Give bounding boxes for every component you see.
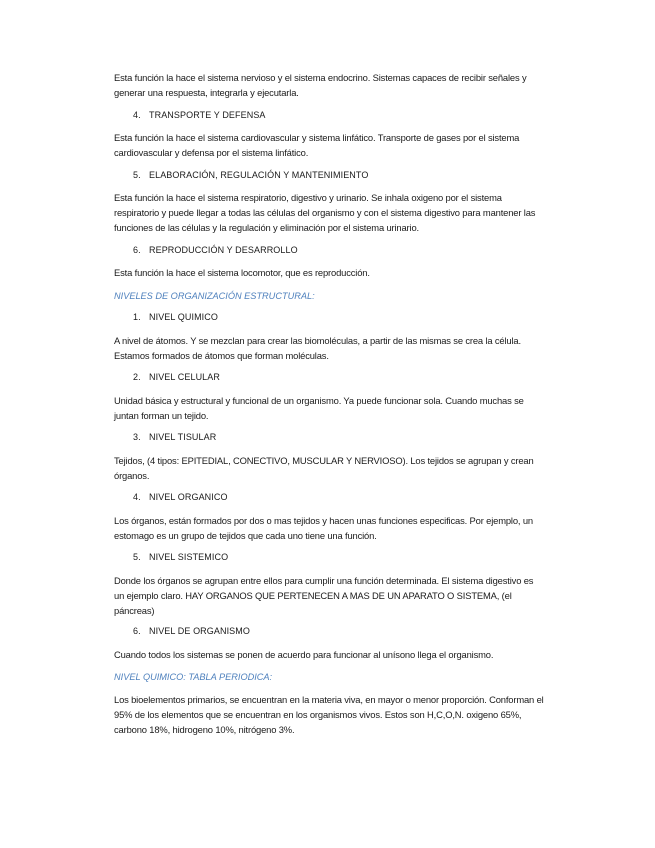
paragraph-locomotor: Esta función la hace el sistema locomotor, que es reproducción. — [114, 267, 370, 278]
list-number: 2. — [133, 372, 141, 382]
list-title: NIVEL DE ORGANISMO — [149, 626, 250, 636]
list-title: NIVEL TISULAR — [149, 432, 217, 442]
paragraph-sistemico: Donde los órganos se agrupan entre ellos para cumplir una función determinada. El sistema digestivo es un ejemplo claro. HAY ORGANOS QUE PERTENECEN A MAS DE UN APARATO O SISTEMA, (el páncreas) — [114, 575, 534, 616]
list-number: 4. — [133, 492, 141, 502]
list-number: 6. — [133, 245, 141, 255]
paragraph-atomos: A nivel de átomos. Y se mezclan para crear las biomoléculas, a partir de las mismas se crea la célula. Estamos formados de átomos que forman moléculas. — [114, 335, 521, 361]
list-title: REPRODUCCIÓN Y DESARROLLO — [149, 245, 298, 255]
section-heading-niveles: NIVELES DE ORGANIZACIÓN ESTRUCTURAL: — [114, 291, 315, 301]
paragraph-tejidos: Tejidos, (4 tipos: EPITEDIAL, CONECTIVO, MUSCULAR Y NERVIOSO). Los tejidos se agrupan y crean órganos. — [114, 455, 534, 481]
list-number: 5. — [133, 552, 141, 562]
list-number: 3. — [133, 432, 141, 442]
list-title: NIVEL QUIMICO — [149, 312, 218, 322]
paragraph-organismo: Cuando todos los sistemas se ponen de acuerdo para funcionar al unísono llega el organismo. — [114, 649, 494, 660]
list-number: 5. — [133, 170, 141, 180]
paragraph-organos: Los órganos, están formados por dos o mas tejidos y hacen unas funciones especificas. Por ejemplo, un estomago es un grupo de tejidos que cada uno tiene una función. — [114, 515, 533, 541]
paragraph-bioelementos: Los bioelementos primarios, se encuentran en la materia viva, en mayor o menor proporción. Conforman el 95% de los elementos que se encuentran en los organismos vivos. Estos son H,C,O,N. oxigeno 65%, carbono 18%, hidrogeno 10%, nitrógeno 3%. — [114, 694, 544, 735]
list-number: 4. — [133, 110, 141, 120]
paragraph-nervous-endocrine: Esta función la hace el sistema nervioso y el sistema endocrino. Sistemas capaces de recibir señales y generar una respuesta, integrarla y ejecutarla. — [114, 72, 527, 98]
paragraph-cardiovascular: Esta función la hace el sistema cardiovascular y sistema linfático. Transporte de gases por el sistema cardiovascular y defensa por el sistema linfático. — [114, 132, 520, 158]
list-number: 1. — [133, 312, 141, 322]
list-number: 6. — [133, 626, 141, 636]
list-title: NIVEL ORGANICO — [149, 492, 228, 502]
list-title: TRANSPORTE Y DEFENSA — [149, 110, 266, 120]
list-title: NIVEL SISTEMICO — [149, 552, 229, 562]
list-title: NIVEL CELULAR — [149, 372, 220, 382]
paragraph-celular: Unidad básica y estructural y funcional de un organismo. Ya puede funcionar sola. Cuando muchas se juntan forman un tejido. — [114, 395, 524, 421]
list-title: ELABORACIÓN, REGULACIÓN Y MANTENIMIENTO — [149, 170, 369, 180]
section-heading-tabla-periodica: NIVEL QUIMICO: TABLA PERIODICA: — [114, 672, 273, 682]
paragraph-respiratorio: Esta función la hace el sistema respiratorio, digestivo y urinario. Se inhala oxigeno por el sistema respiratorio y puede llegar a todas las células del organismo y con el sistema digestivo para mantener las funciones de las células y la regulación y eliminación por el sistema urinario. — [114, 192, 536, 233]
